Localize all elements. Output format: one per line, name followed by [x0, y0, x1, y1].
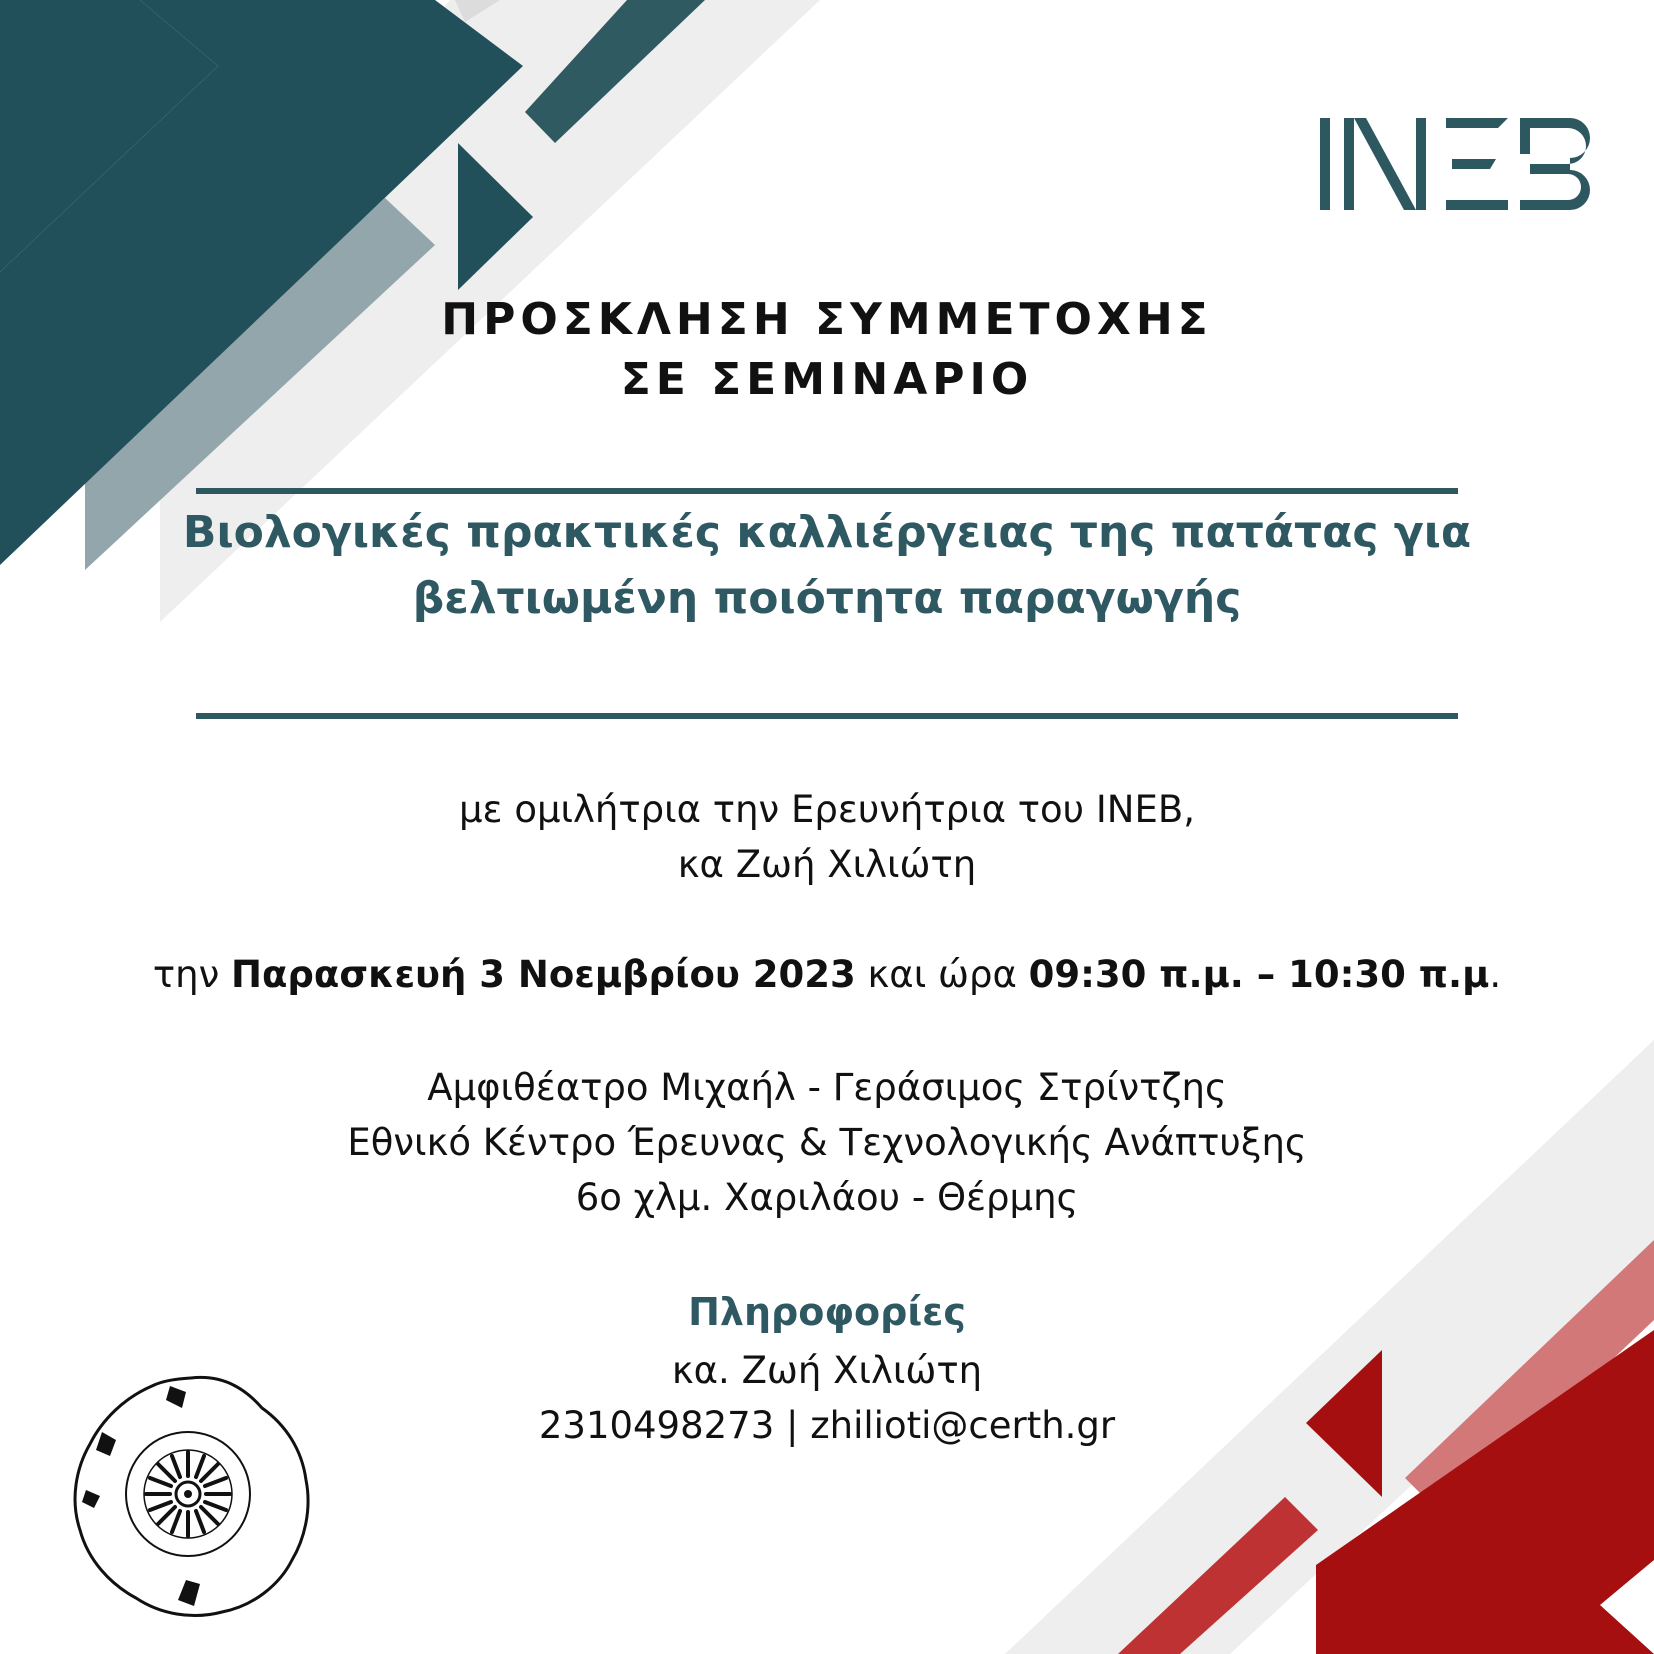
event-schedule: [0, 947, 1654, 1002]
seminar-title-line-2: βελτιωμένη ποιότητα παραγωγής: [412, 573, 1242, 624]
contact-name: κα. Ζωή Χιλιώτη: [671, 1349, 983, 1392]
schedule-date: Παρασκευή 3 Νοεμβρίου 2023: [231, 953, 856, 996]
schedule-middle: και ώρα: [855, 953, 1029, 996]
ineb-logo: [1320, 118, 1590, 210]
divider-bottom: [196, 713, 1458, 719]
seminar-title-line-1: Βιολογικές πρακτικές καλλιέργειας της πατάτας για: [182, 507, 1472, 558]
event-venue: [0, 1060, 1654, 1225]
invitation-heading-line-1: ΠΡΟΣΚΛΗΣΗ ΣΥΜΜΕΤΟΧΗΣ: [441, 294, 1213, 345]
round-seal-stamp: [66, 1370, 316, 1620]
speaker-info: [0, 782, 1654, 892]
venue-line-3: 6ο χλμ. Χαριλάου - Θέρμης: [575, 1176, 1079, 1219]
schedule-time: 09:30 π.μ. – 10:30 π.μ: [1028, 953, 1490, 996]
schedule-suffix: .: [1489, 953, 1502, 996]
venue-line-2: Εθνικό Κέντρο Έρευνας & Τεχνολογικής Ανάπτυξης: [347, 1121, 1307, 1164]
speaker-line-2: κα Ζωή Χιλιώτη: [677, 843, 977, 886]
invitation-heading: [0, 290, 1654, 410]
invitation-heading-line-2: ΣΕ ΣΕΜΙΝΑΡΙΟ: [620, 354, 1034, 405]
info-heading: Πληροφορίες: [688, 1290, 966, 1334]
speaker-line-1: με ομιλήτρια την Ερευνήτρια του ΙΝΕΒ,: [459, 788, 1195, 831]
contact-phone-email: 2310498273 | zhilioti@certh.gr: [538, 1404, 1116, 1447]
divider-top: [196, 488, 1458, 494]
venue-line-1: Αμφιθέατρο Μιχαήλ - Γεράσιμος Στρίντζης: [427, 1066, 1227, 1109]
seminar-title: [0, 500, 1654, 632]
schedule-prefix: την: [152, 953, 232, 996]
